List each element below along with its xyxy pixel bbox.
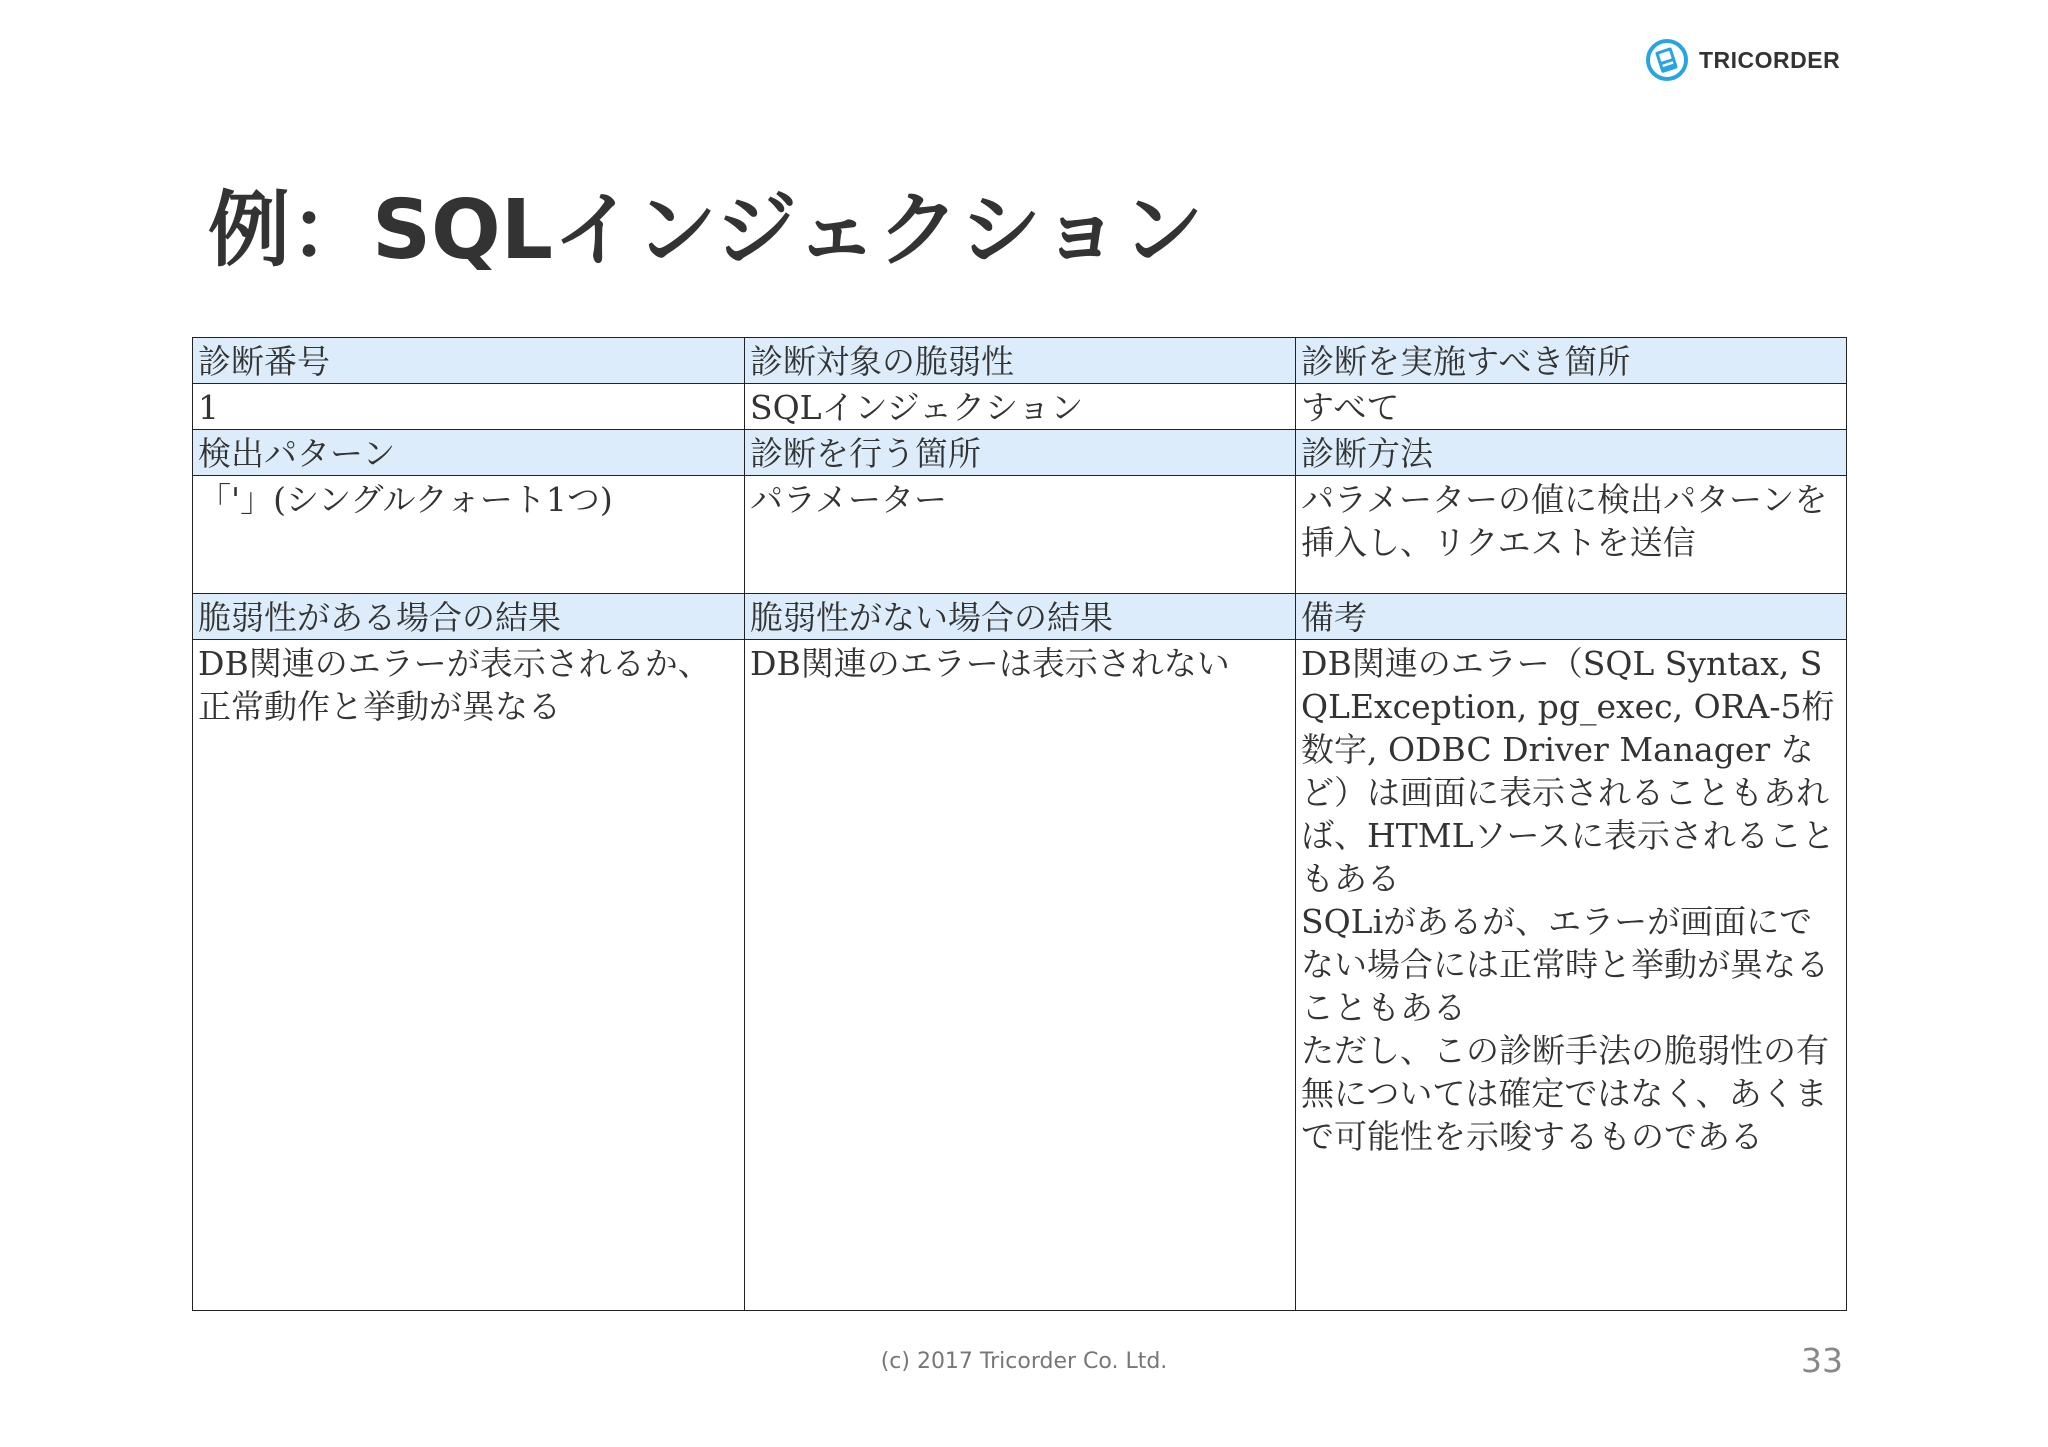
diagnosis-location-cell: パラメーター xyxy=(745,476,1296,594)
diagnosis-table xyxy=(192,337,1847,1311)
target-location-cell: すべて xyxy=(1296,384,1847,430)
header-cell: 備考 xyxy=(1296,594,1847,640)
header-cell: 脆弱性がない場合の結果 xyxy=(745,594,1296,640)
not-vulnerable-result-cell: DB関連のエラーは表示されない xyxy=(745,640,1296,1311)
brand-logo xyxy=(1645,36,1840,84)
tricorder-logo-icon xyxy=(1645,38,1689,82)
header-cell: 診断を実施すべき箇所 xyxy=(1296,338,1847,384)
table-row xyxy=(193,384,1847,430)
header-row-3 xyxy=(193,594,1847,640)
detection-pattern-cell: 「'」(シングルクォート1つ) xyxy=(193,476,745,594)
table-row xyxy=(193,476,1847,594)
header-cell: 診断番号 xyxy=(193,338,745,384)
header-cell: 診断を行う箇所 xyxy=(745,430,1296,476)
remarks-cell: DB関連のエラー（SQL Syntax, SQLException, pg_exec, ORA-5桁数字, ODBC Driver Manager など）は画面に表示されることもあれば、HTMLソースに表示されることもある SQLiがあるが、エラーが画面にでない場合には正常時と挙動が異なることもある ただし、この診断手法の脆弱性の有無については確定ではなく、あくまで可能性を示唆するものである xyxy=(1296,640,1847,1311)
header-cell: 診断対象の脆弱性 xyxy=(745,338,1296,384)
diagnosis-number-cell: 1 xyxy=(193,384,745,430)
copyright-footer: (c) 2017 Tricorder Co. Ltd. xyxy=(880,1349,1168,1374)
header-cell: 検出パターン xyxy=(193,430,745,476)
page-number: 33 xyxy=(1801,1341,1843,1380)
diagnosis-method-cell: パラメーターの値に検出パターンを挿入し、リクエストを送信 xyxy=(1296,476,1847,594)
header-cell: 脆弱性がある場合の結果 xyxy=(193,594,745,640)
table-row xyxy=(193,640,1847,1311)
header-row-2 xyxy=(193,430,1847,476)
header-row-1 xyxy=(193,338,1847,384)
target-vulnerability-cell: SQLインジェクション xyxy=(745,384,1296,430)
slide-title: 例：SQLインジェクション xyxy=(208,183,1204,278)
vulnerable-result-cell: DB関連のエラーが表示されるか、正常動作と挙動が異なる xyxy=(193,640,745,1311)
header-cell: 診断方法 xyxy=(1296,430,1847,476)
brand-name: TRICORDER xyxy=(1699,46,1841,73)
